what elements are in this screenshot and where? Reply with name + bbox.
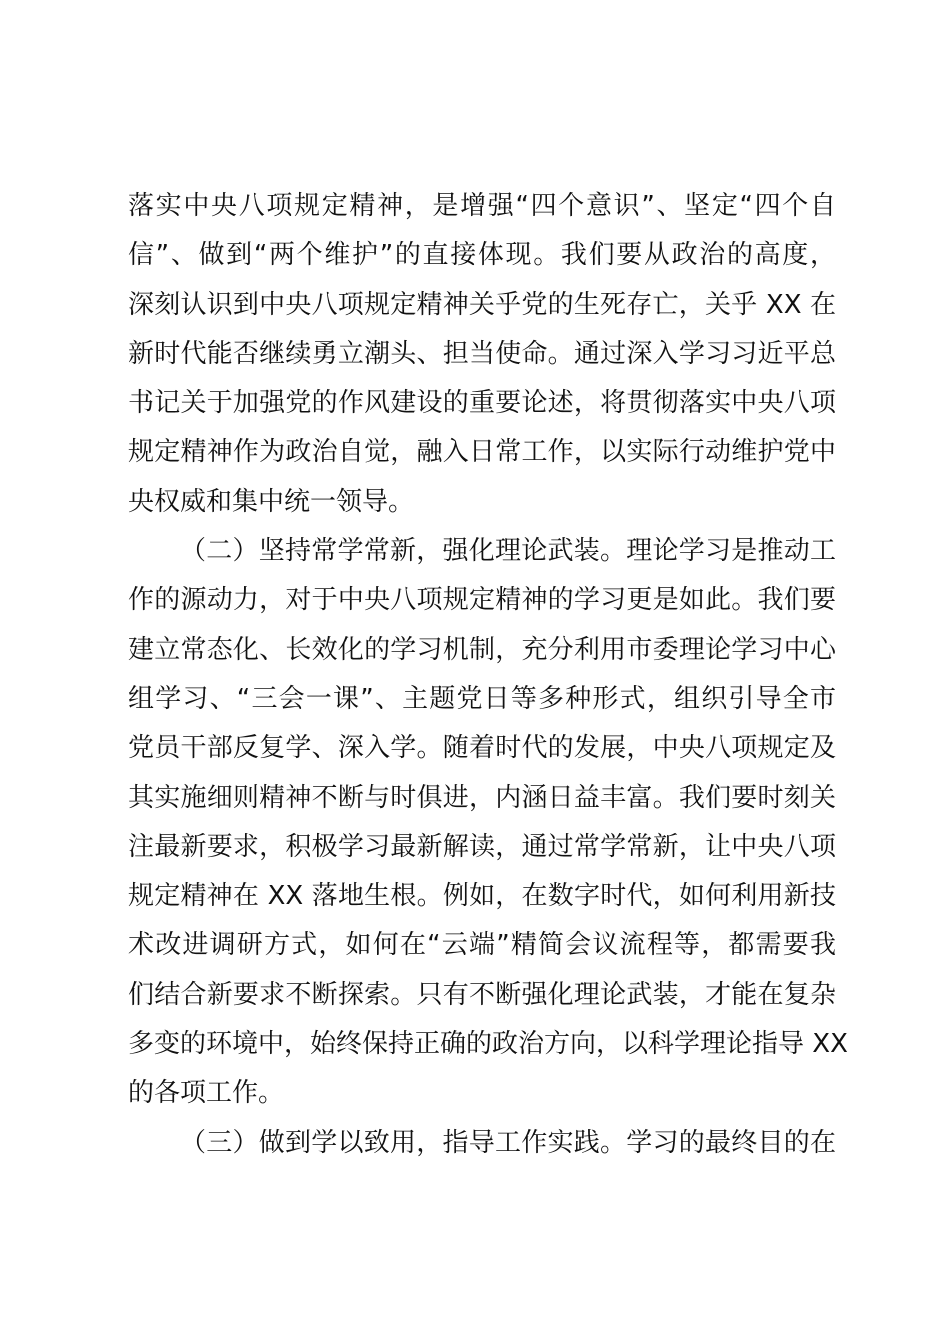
text-line: 书记关于加强党的作风建设的重要论述，将贯彻落实中央八项	[128, 388, 836, 419]
text-line: 其实施细则精神不断与时俱进，内涵日益丰富。我们要时刻关	[128, 782, 836, 813]
text-line: 们结合新要求不断探索。只有不断强化理论武装，才能在复杂	[128, 979, 836, 1010]
text-line: 新时代能否继续勇立潮头、担当使命。通过深入学习习近平总	[128, 338, 836, 369]
text-line: 建立常态化、长效化的学习机制，充分利用市委理论学习中心	[128, 634, 836, 665]
text-line: 深刻认识到中央八项规定精神关乎党的生死存亡，关乎 XX 在	[128, 289, 836, 320]
text-line: 规定精神作为政治自觉，融入日常工作，以实际行动维护党中	[128, 437, 836, 468]
text-line: 多变的环境中，始终保持正确的政治方向，以科学理论指导 XX	[128, 1029, 848, 1060]
text-line: 组学习、“三会一课”、主题党日等多种形式，组织引导全市	[128, 683, 836, 714]
paragraph-heading-line: （二）坚持常学常新，强化理论武装。理论学习是推动工	[180, 536, 836, 567]
text-line: 党员干部反复学、深入学。随着时代的发展，中央八项规定及	[128, 733, 836, 764]
text-line: 信”、做到“两个维护”的直接体现。我们要从政治的高度，	[128, 240, 836, 271]
text-line: 的各项工作。	[128, 1078, 285, 1109]
text-line: 作的源动力，对于中央八项规定精神的学习更是如此。我们要	[128, 585, 836, 616]
text-line: 规定精神在 XX 落地生根。例如，在数字时代，如何利用新技	[128, 881, 836, 912]
document-body	[128, 182, 848, 1168]
paragraph-heading-line: （三）做到学以致用，指导工作实践。学习的最终目的在	[180, 1127, 836, 1158]
text-line: 央权威和集中统一领导。	[128, 486, 415, 517]
text-line: 落实中央八项规定精神，是增强“四个意识”、坚定“四个自	[128, 191, 836, 221]
text-line: 术改进调研方式，如何在“云端”精简会议流程等，都需要我	[128, 930, 836, 961]
text-line: 注最新要求，积极学习最新解读，通过常学常新，让中央八项	[128, 831, 836, 862]
